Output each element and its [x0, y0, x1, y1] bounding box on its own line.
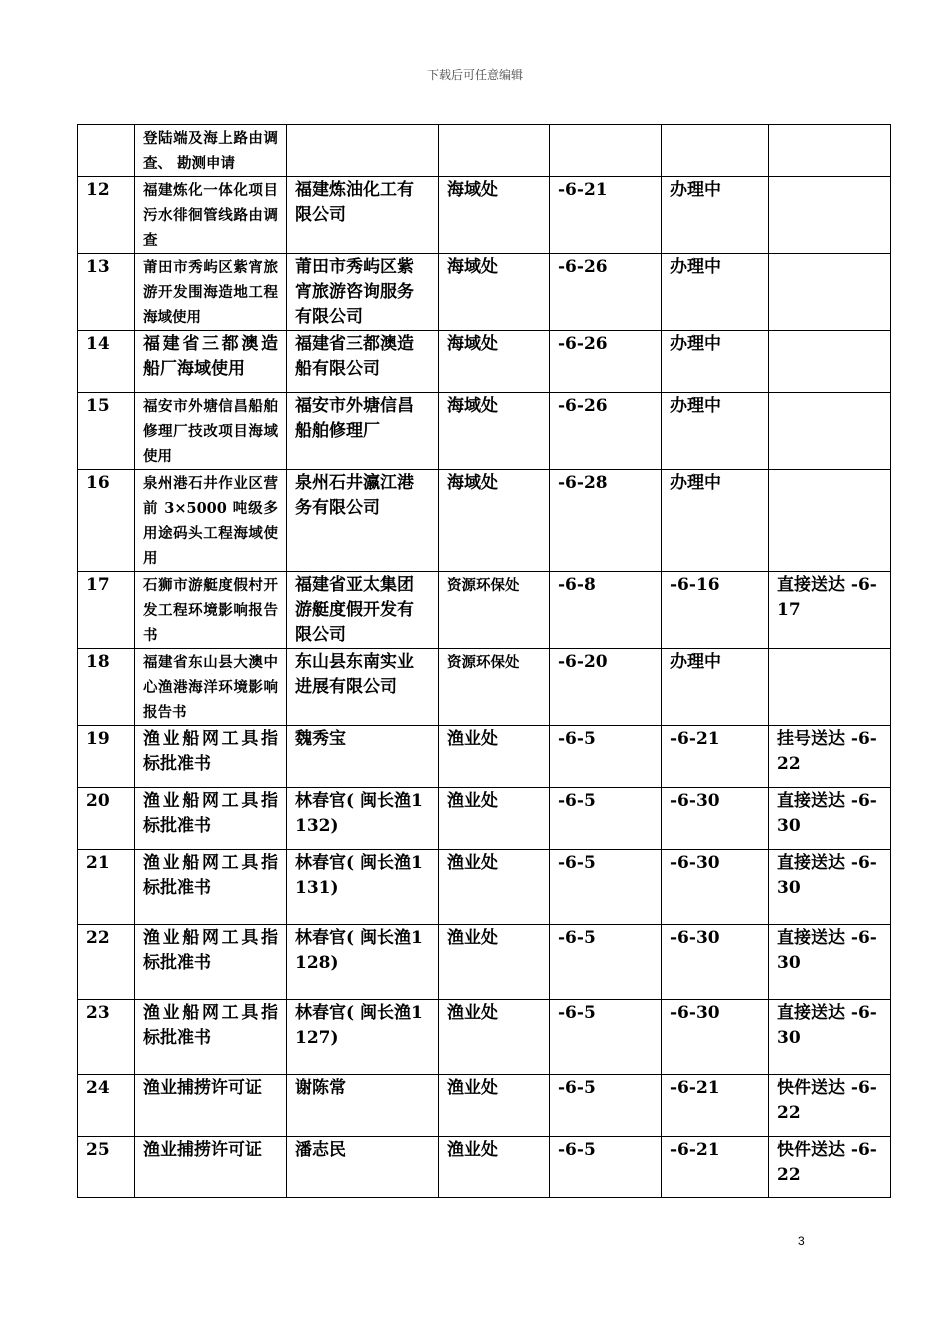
cell-applicant: 东山县东南实业进展有限公司 [287, 649, 439, 726]
cell-applicant: 林春官( 闽长渔1131) [287, 850, 439, 925]
cell-received-date: -6-5 [550, 788, 662, 850]
cell-received-date: -6-20 [550, 649, 662, 726]
cell-applicant [287, 125, 439, 177]
cell-received-date: -6-8 [550, 572, 662, 649]
cell-received-date: -6-5 [550, 726, 662, 788]
table-row [78, 393, 891, 470]
cell-received-date: -6-5 [550, 1075, 662, 1137]
cell-result: 办理中 [662, 393, 769, 470]
cell-delivery: 直接送达 -6-30 [769, 925, 891, 1000]
cell-result: -6-30 [662, 788, 769, 850]
cell-received-date: -6-28 [550, 470, 662, 572]
cell-department: 渔业处 [439, 925, 550, 1000]
table-row [78, 788, 891, 850]
cell-delivery [769, 331, 891, 393]
page-header: 下载后可任意编辑 [426, 68, 523, 82]
table-row [78, 1137, 891, 1198]
cell-project: 泉州港石井作业区营前 3×5000 吨级多用途码头工程海域使用 [135, 470, 287, 572]
cell-received-date: -6-5 [550, 925, 662, 1000]
cell-department: 海域处 [439, 393, 550, 470]
cell-result [662, 125, 769, 177]
cell-department: 资源环保处 [439, 649, 550, 726]
cell-department: 渔业处 [439, 1137, 550, 1198]
cell-result: -6-30 [662, 925, 769, 1000]
cell-number: 24 [78, 1075, 135, 1137]
cell-received-date: -6-5 [550, 850, 662, 925]
cell-project: 渔业船网工具指标批准书 [135, 850, 287, 925]
cell-delivery [769, 125, 891, 177]
cell-delivery [769, 177, 891, 254]
cell-number: 17 [78, 572, 135, 649]
table-row [78, 850, 891, 925]
cell-number: 19 [78, 726, 135, 788]
cell-project: 渔业船网工具指标批准书 [135, 925, 287, 1000]
cell-department: 海域处 [439, 254, 550, 331]
table-row [78, 1075, 891, 1137]
cell-delivery: 直接送达 -6-17 [769, 572, 891, 649]
cell-delivery: 直接送达 -6-30 [769, 850, 891, 925]
cell-result: 办理中 [662, 649, 769, 726]
cell-delivery [769, 393, 891, 470]
cell-delivery [769, 649, 891, 726]
cell-delivery [769, 254, 891, 331]
cell-project: 莆田市秀屿区紫宵旅游开发围海造地工程海域使用 [135, 254, 287, 331]
cell-department [439, 125, 550, 177]
cell-department: 渔业处 [439, 850, 550, 925]
cell-applicant: 福建炼油化工有限公司 [287, 177, 439, 254]
cell-received-date [550, 125, 662, 177]
page-number: 3 [798, 1234, 805, 1248]
cell-project: 渔业船网工具指标批准书 [135, 726, 287, 788]
cell-department: 渔业处 [439, 788, 550, 850]
cell-delivery: 直接送达 -6-30 [769, 788, 891, 850]
cell-applicant: 林春官( 闽长渔1127) [287, 1000, 439, 1075]
cell-applicant: 潘志民 [287, 1137, 439, 1198]
cell-received-date: -6-5 [550, 1000, 662, 1075]
cell-received-date: -6-26 [550, 254, 662, 331]
table-row [78, 649, 891, 726]
cell-applicant: 谢陈常 [287, 1075, 439, 1137]
cell-project: 登陆端及海上路由调查、 勘测申请 [135, 125, 287, 177]
cell-applicant: 莆田市秀屿区紫宵旅游咨询服务有限公司 [287, 254, 439, 331]
cell-number: 12 [78, 177, 135, 254]
cell-applicant: 福建省三都澳造船有限公司 [287, 331, 439, 393]
cell-department: 海域处 [439, 331, 550, 393]
cell-project: 渔业捕捞许可证 [135, 1137, 287, 1198]
table-row [78, 177, 891, 254]
cell-received-date: -6-5 [550, 1137, 662, 1198]
table-row [78, 470, 891, 572]
cell-number: 23 [78, 1000, 135, 1075]
cell-number: 14 [78, 331, 135, 393]
table-row [78, 331, 891, 393]
cell-department: 渔业处 [439, 1075, 550, 1137]
cell-number: 20 [78, 788, 135, 850]
table-row [78, 254, 891, 331]
cell-result: 办理中 [662, 331, 769, 393]
table-row [78, 572, 891, 649]
cell-result: -6-21 [662, 1075, 769, 1137]
cell-result: 办理中 [662, 177, 769, 254]
cell-number: 22 [78, 925, 135, 1000]
cell-project: 福建省三都澳造船厂海域使用 [135, 331, 287, 393]
cell-number: 15 [78, 393, 135, 470]
cell-project: 渔业捕捞许可证 [135, 1075, 287, 1137]
cell-department: 海域处 [439, 470, 550, 572]
cell-number: 18 [78, 649, 135, 726]
table-row [78, 726, 891, 788]
cell-department: 海域处 [439, 177, 550, 254]
cell-applicant: 林春官( 闽长渔1128) [287, 925, 439, 1000]
cell-result: -6-30 [662, 1000, 769, 1075]
cell-department: 渔业处 [439, 726, 550, 788]
cell-project: 福建省东山县大澳中心渔港海洋环境影响报告书 [135, 649, 287, 726]
cell-received-date: -6-21 [550, 177, 662, 254]
cell-result: -6-16 [662, 572, 769, 649]
cell-project: 石狮市游艇度假村开发工程环境影响报告书 [135, 572, 287, 649]
table-row [78, 1000, 891, 1075]
cell-number: 21 [78, 850, 135, 925]
table-row [78, 925, 891, 1000]
cell-project: 福建炼化一体化项目污水徘徊管线路由调查 [135, 177, 287, 254]
table-row [78, 125, 891, 177]
cell-received-date: -6-26 [550, 331, 662, 393]
table-body [78, 125, 891, 1198]
approval-table [77, 124, 891, 1198]
cell-project: 渔业船网工具指标批准书 [135, 788, 287, 850]
cell-result: -6-30 [662, 850, 769, 925]
cell-project: 渔业船网工具指标批准书 [135, 1000, 287, 1075]
cell-department: 渔业处 [439, 1000, 550, 1075]
cell-result: 办理中 [662, 470, 769, 572]
cell-delivery: 挂号送达 -6-22 [769, 726, 891, 788]
cell-applicant: 福安市外塘信昌船舶修理厂 [287, 393, 439, 470]
cell-result: -6-21 [662, 726, 769, 788]
cell-number [78, 125, 135, 177]
cell-number: 25 [78, 1137, 135, 1198]
cell-applicant: 魏秀宝 [287, 726, 439, 788]
cell-delivery: 快件送达 -6-22 [769, 1075, 891, 1137]
cell-number: 13 [78, 254, 135, 331]
cell-delivery [769, 470, 891, 572]
cell-department: 资源环保处 [439, 572, 550, 649]
cell-number: 16 [78, 470, 135, 572]
cell-applicant: 福建省亚太集团游艇度假开发有限公司 [287, 572, 439, 649]
cell-result: 办理中 [662, 254, 769, 331]
cell-delivery: 快件送达 -6-22 [769, 1137, 891, 1198]
cell-delivery: 直接送达 -6-30 [769, 1000, 891, 1075]
cell-project: 福安市外塘信昌船舶修理厂技改项目海域使用 [135, 393, 287, 470]
cell-applicant: 林春官( 闽长渔1132) [287, 788, 439, 850]
cell-result: -6-21 [662, 1137, 769, 1198]
cell-applicant: 泉州石井瀛江港务有限公司 [287, 470, 439, 572]
cell-received-date: -6-26 [550, 393, 662, 470]
